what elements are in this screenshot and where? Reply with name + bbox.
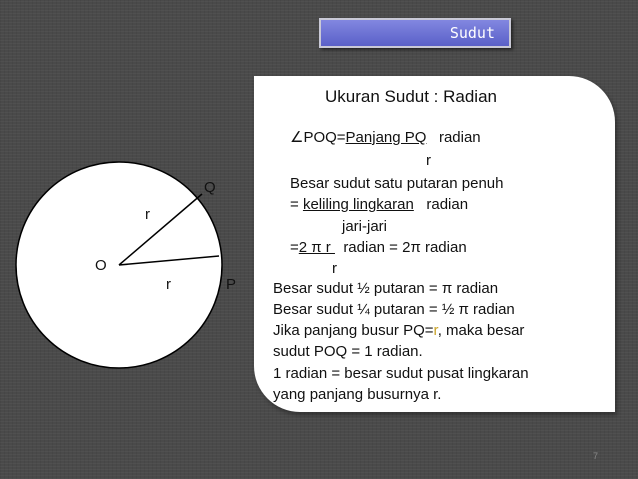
text-line-9-a: Jika panjang busur PQ= [273,322,434,339]
fraction-denominator-1: r [426,152,431,169]
label-p: P [226,276,237,293]
label-q: Q [204,179,216,196]
result-text: radian = 2π radian [343,239,467,256]
equals-text: = [290,196,303,213]
angle-symbol-text: ∠POQ= [290,129,346,146]
text-line-12: yang panjang busurnya r. [273,386,442,403]
highlighted-r: r [433,322,438,339]
unit-text-2: radian [426,196,469,213]
text-line-8: Besar sudut ¼ putaran = ½ π radian [273,301,515,318]
page-number: 7 [592,451,598,461]
text-line-10: sudut POQ = 1 radian. [273,343,423,360]
text-line-9 [273,323,524,338]
unit-text: radian [438,129,481,146]
equals-text-2: = [290,239,299,256]
slide-title: Sudut [449,24,495,42]
formula-line-3 [290,197,468,212]
text-line-11: 1 radian = besar sudut pusat lingkaran [273,365,529,382]
text-line-2: Besar sudut satu putaran penuh [290,175,504,192]
radius-label-upper: r [145,206,150,223]
text-line-7: Besar sudut ½ putaran = π radian [273,280,499,297]
formula-line-5 [290,240,467,255]
label-o: O [95,257,107,274]
radius-label-lower: r [166,276,171,293]
fraction-numerator: Panjang PQ [345,129,427,146]
fraction-denominator-3: r [332,260,337,277]
fraction-denominator-2: jari-jari [342,218,387,235]
content-heading: Ukuran Sudut : Radian [325,87,497,106]
formula-line-1 [290,130,481,145]
fraction-numerator-3: 2 π r [298,239,335,256]
fraction-numerator-2: keliling lingkaran [302,196,414,213]
text-line-9-b: , maka besar [437,322,525,339]
